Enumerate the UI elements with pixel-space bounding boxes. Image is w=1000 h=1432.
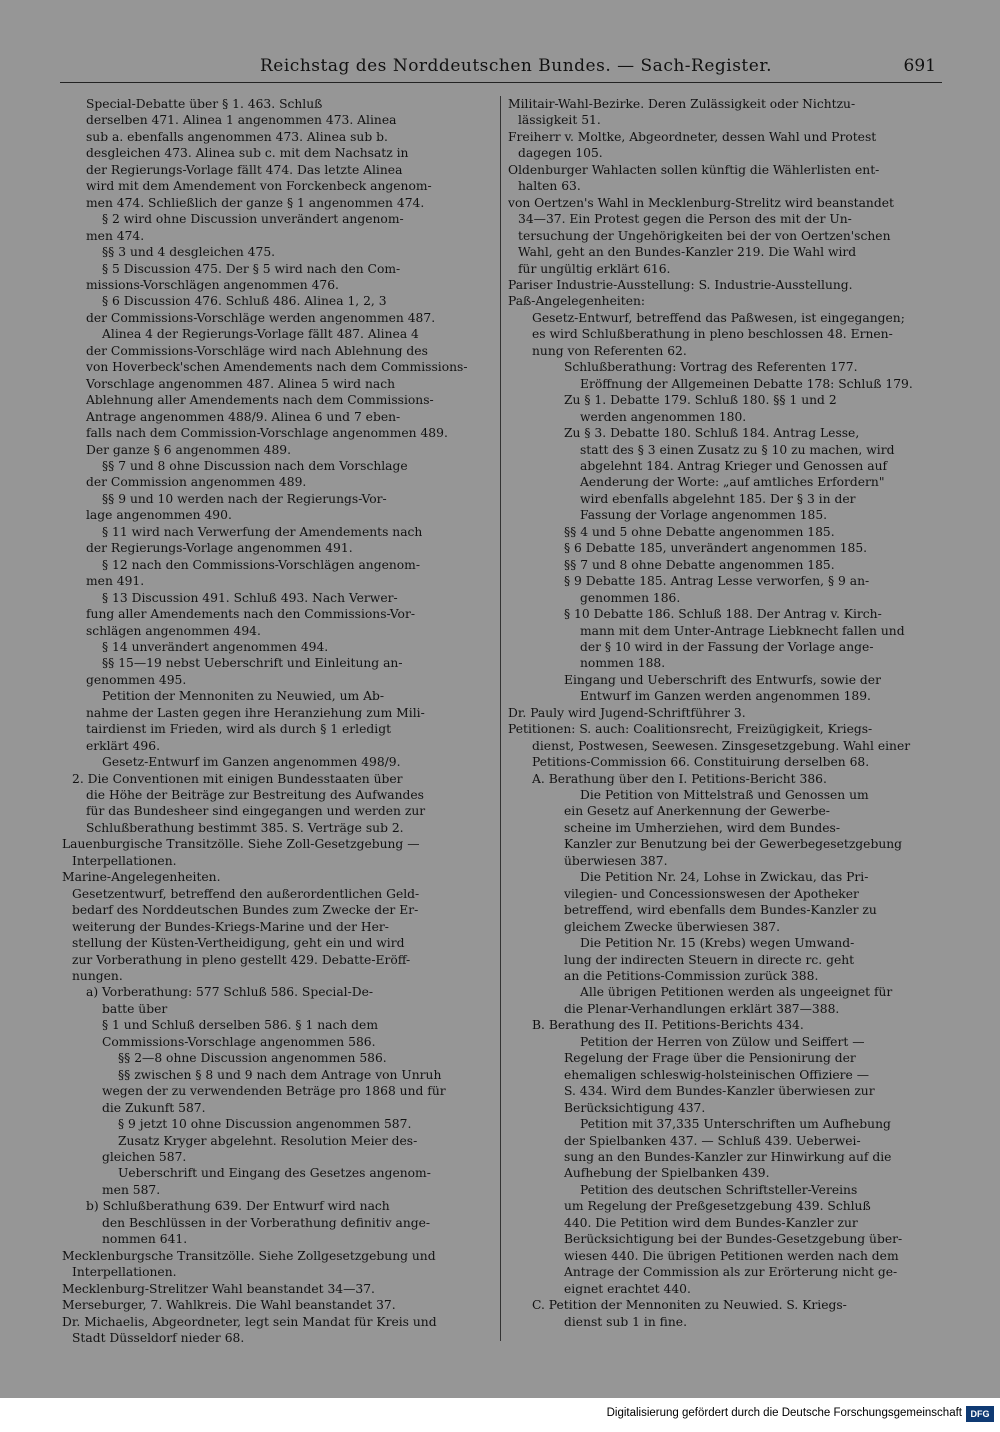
running-header [60, 52, 942, 83]
right-column-line: Freiherr v. Moltke, Abgeordneter, dessen Wahl und Protest [508, 129, 877, 144]
right-column-line: Schlußberathung: Vortrag des Referenten 177. [564, 360, 858, 375]
left-column-line: 2. Die Conventionen mit einigen Bundesstaaten über [72, 771, 403, 786]
left-column-line: genommen 495. [86, 672, 187, 687]
right-column-line: werden angenommen 180. [580, 409, 747, 424]
left-column-line: lage angenommen 490. [86, 508, 232, 523]
right-column-line: §§ 7 und 8 ohne Debatte angenommen 185. [564, 557, 835, 572]
right-column-line: Militair-Wahl-Bezirke. Deren Zulässigkeit oder Nichtzu- [508, 97, 856, 111]
right-column-line: Fassung der Vorlage angenommen 185. [580, 508, 828, 523]
right-column-line: B. Berathung des II. Petitions-Berichts 434. [532, 1018, 804, 1033]
left-column-line: Lauenburgische Transitzölle. Siehe Zoll-Gesetzgebung — [62, 837, 420, 852]
left-column-line: nungen. [72, 969, 123, 984]
left-column-line: § 12 nach den Commissions-Vorschlägen angenom- [102, 557, 421, 572]
left-column-line: §§ 7 und 8 ohne Discussion nach dem Vorschlage [102, 458, 408, 473]
left-column-line: Zusatz Kryger abgelehnt. Resolution Meier des- [118, 1133, 418, 1148]
right-column-line: Die Petition Nr. 24, Lohse in Zwickau, das Pri- [580, 870, 869, 885]
right-column-line: § 10 Debatte 186. Schluß 188. Der Antrag v. Kirch- [564, 607, 882, 622]
right-column-line: wiesen 440. Die übrigen Petitionen werden nach dem [564, 1248, 899, 1263]
right-column-line: Die Petition von Mittelstraß und Genossen um [580, 788, 869, 803]
right-column-line: § 6 Debatte 185, unverändert angenommen 185. [564, 541, 868, 556]
left-column-line: wird mit dem Amendement von Forckenbeck angenom- [86, 179, 432, 194]
right-column-line: Wahl, geht an den Bundes-Kanzler 219. Die Wahl wird [518, 245, 857, 260]
left-column-line: wegen der zu verwendenden Beträge pro 1868 und für [102, 1084, 446, 1099]
right-column-line: Alle übrigen Petitionen werden als ungeeignet für [580, 985, 893, 1000]
left-column-line: § 2 wird ohne Discussion unverändert angenom- [102, 212, 404, 227]
right-column-line: nung von Referenten 62. [532, 343, 687, 358]
left-column-line: erklärt 496. [86, 738, 160, 753]
right-column-line: § 9 Debatte 185. Antrag Lesse verworfen, § 9 an- [564, 574, 870, 589]
right-column-line: ehemaligen schleswig-holsteinischen Offiziere — [564, 1067, 870, 1082]
right-column-line: dienst, Postwesen, Seewesen. Zinsgesetzgebung. Wahl einer [532, 738, 911, 753]
right-column-line: mann mit dem Unter-Antrage Liebknecht fallen und [580, 623, 905, 638]
left-column-line: schlägen angenommen 494. [86, 623, 261, 638]
left-column-line: Merseburger, 7. Wahlkreis. Die Wahl beanstandet 37. [62, 1298, 396, 1313]
left-column-line: Gesetz-Entwurf im Ganzen angenommen 498/9. [102, 755, 401, 770]
left-column-line: Dr. Michaelis, Abgeordneter, legt sein Mandat für Kreis und [62, 1314, 437, 1329]
right-column-line: Paß-Angelegenheiten: [508, 294, 646, 309]
right-column-line: genommen 186. [580, 590, 681, 605]
left-column-line: falls nach dem Commission-Vorschlage angenommen 489. [86, 426, 448, 441]
left-column-line: § 1 und Schluß derselben 586. § 1 nach dem [102, 1018, 378, 1033]
left-column-line: § 14 unverändert angenommen 494. [102, 639, 329, 654]
right-column-line: Petition mit 37,335 Unterschriften um Aufhebung [580, 1117, 891, 1132]
right-column-line: nommen 188. [580, 656, 666, 671]
right-column-line: überwiesen 387. [564, 853, 668, 868]
left-column-line: bedarf des Norddeutschen Bundes zum Zwecke der Er- [72, 903, 419, 918]
left-column-line: Marine-Angelegenheiten. [62, 870, 221, 885]
right-column-line: Antrage der Commission als zur Erörterung nicht ge- [564, 1265, 898, 1280]
page-title: Reichstag des Norddeutschen Bundes. — Sach-Register. [260, 56, 772, 76]
left-column-line: der Commissions-Vorschläge werden angenommen 487. [86, 310, 436, 325]
left-column-line: weiterung der Bundes-Kriegs-Marine und der Her- [72, 919, 389, 934]
right-column-line: Eröffnung der Allgemeinen Debatte 178: Schluß 179. [580, 376, 913, 391]
left-column-line: den Beschlüssen in der Vorberathung definitiv ange- [102, 1215, 431, 1230]
right-column-line: Pariser Industrie-Ausstellung: S. Industrie-Ausstellung. [508, 277, 853, 292]
right-column-line: Berücksichtigung 437. [564, 1100, 706, 1115]
left-column-line: Stadt Düsseldorf nieder 68. [72, 1330, 245, 1345]
left-column-line: die Zukunft 587. [102, 1100, 206, 1115]
left-column-line: batte über [102, 1001, 168, 1016]
left-column-line: men 474. Schließlich der ganze § 1 angenommen 474. [86, 195, 425, 210]
right-column-line: lässigkeit 51. [518, 113, 601, 128]
left-column-line: Alinea 4 der Regierungs-Vorlage fällt 487. Alinea 4 [102, 327, 419, 342]
left-column-line: fung aller Amendements nach den Commissions-Vor- [86, 607, 415, 622]
left-column-line: § 13 Discussion 491. Schluß 493. Nach Verwer- [102, 590, 398, 605]
right-column-line: dienst sub 1 in fine. [564, 1314, 687, 1329]
left-column-line: men 474. [86, 228, 145, 243]
right-column-line: Oldenburger Wahlacten sollen künftig die Wählerlisten ent- [508, 162, 880, 177]
right-column-line: abgelehnt 184. Antrag Krieger und Genossen auf [580, 458, 888, 473]
right-column-line: sung an den Bundes-Kanzler zur Hinwirkung auf die [564, 1150, 892, 1164]
left-column-line: nommen 641. [102, 1232, 188, 1247]
right-column-line: Zu § 3. Debatte 180. Schluß 184. Antrag Lesse, [564, 426, 860, 441]
right-column-line: §§ 4 und 5 ohne Debatte angenommen 185. [564, 524, 835, 539]
right-column-line: für ungültig erklärt 616. [518, 261, 671, 276]
right-column-line: Zu § 1. Debatte 179. Schluß 180. §§ 1 und 2 [564, 393, 837, 408]
left-column-line: der Regierungs-Vorlage angenommen 491. [86, 541, 353, 556]
right-column-line: Petition der Herren von Zülow und Seiffert — [580, 1034, 865, 1049]
left-column-line: §§ 2—8 ohne Discussion angenommen 586. [118, 1051, 387, 1066]
footer-bar [0, 1398, 1000, 1432]
right-column [508, 96, 944, 1330]
left-column-line: Gesetzentwurf, betreffend den außerordentlichen Geld- [72, 886, 420, 901]
right-column-line: dagegen 105. [518, 146, 603, 161]
left-column-line: derselben 471. Alinea 1 angenommen 473. Alinea [86, 113, 397, 128]
left-column-line: Schlußberathung bestimmt 385. S. Verträge sub 2. [86, 820, 404, 835]
right-column-line: die Plenar-Verhandlungen erklärt 387—388. [564, 1001, 840, 1016]
left-column-line: §§ 15—19 nebst Ueberschrift und Einleitung an- [102, 656, 403, 671]
right-column-line: von Oertzen's Wahl in Mecklenburg-Strelitz wird beanstandet [508, 195, 894, 210]
right-column-line: Petition des deutschen Schriftsteller-Vereins [580, 1182, 858, 1197]
right-column-line: tersuchung der Ungehörigkeiten bei der von Oertzen'schen [518, 228, 891, 243]
page-number: 691 [903, 56, 936, 76]
right-column-line: der § 10 wird in der Fassung der Vorlage ange- [580, 639, 874, 654]
column-divider [500, 96, 501, 1341]
right-column-line: 34—37. Ein Protest gegen die Person des mit der Un- [518, 212, 852, 227]
left-column-line: Petition der Mennoniten zu Neuwied, um Ab- [102, 689, 385, 704]
left-column-line: tairdienst im Frieden, wird als durch § 1 erledigt [86, 722, 392, 737]
right-column-line: an die Petitions-Commission zurück 388. [564, 969, 819, 984]
right-column-line: scheine im Umherziehen, wird dem Bundes- [564, 820, 840, 835]
left-column-line: stellung der Küsten-Vertheidigung, geht ein und wird [72, 936, 405, 951]
left-column-line: Interpellationen. [72, 853, 177, 868]
right-column-line: um Regelung der Preßgesetzgebung 439. Schluß [564, 1199, 871, 1214]
left-column-line: §§ zwischen § 8 und 9 nach dem Antrage von Unruh [118, 1067, 442, 1082]
right-column-line: es wird Schlußberathung in pleno beschlossen 48. Ernen- [532, 327, 893, 342]
left-column-line: Mecklenburgsche Transitzölle. Siehe Zollgesetzgebung und [62, 1248, 436, 1263]
right-column-line: C. Petition der Mennoniten zu Neuwied. S. Kriegs- [532, 1298, 847, 1313]
left-column-line: b) Schlußberathung 639. Der Entwurf wird nach [86, 1199, 390, 1214]
left-column-line: der Commission angenommen 489. [86, 475, 307, 490]
left-column-line: Ueberschrift und Eingang des Gesetzes angenom- [118, 1166, 431, 1181]
right-column-line: betreffend, wird ebenfalls dem Bundes-Kanzler zu [564, 903, 877, 918]
left-column-line: Interpellationen. [72, 1265, 177, 1280]
left-column-line: § 5 Discussion 475. Der § 5 wird nach den Com- [102, 261, 401, 276]
right-column-line: Regelung der Frage über die Pensionirung der [564, 1051, 856, 1066]
funding-credit: Digitalisierung gefördert durch die Deutsche Forschungsgemeinschaft [606, 1407, 962, 1419]
left-column-line: desgleichen 473. Alinea sub c. mit dem Nachsatz in [86, 146, 409, 161]
left-column-line: § 11 wird nach Verwerfung der Amendements nach [102, 524, 423, 539]
right-column-line: gleichem Zwecke überwiesen 387. [564, 919, 781, 934]
left-column-line: men 587. [102, 1182, 161, 1197]
right-column-line: Kanzler zur Benutzung bei der Gewerbegesetzgebung [564, 837, 903, 852]
right-column-line: halten 63. [518, 179, 581, 194]
right-column-line: Gesetz-Entwurf, betreffend das Paßwesen, ist eingegangen; [532, 310, 905, 325]
left-column-line: § 6 Discussion 476. Schluß 486. Alinea 1, 2, 3 [102, 294, 387, 309]
left-column-line: Antrage angenommen 488/9. Alinea 6 und 7 eben- [86, 409, 401, 424]
left-column-line: Mecklenburg-Strelitzer Wahl beanstandet 34—37. [62, 1281, 375, 1296]
left-column-line: für das Bundesheer sind eingegangen und werden zur [86, 804, 426, 819]
left-column-line: zur Vorberathung in pleno gestellt 429. Debatte-Eröff- [72, 952, 411, 967]
right-column-line: lung der indirecten Steuern in directe rc. geht [564, 952, 855, 967]
right-column-line: eignet erachtet 440. [564, 1281, 691, 1296]
left-column-line: Der ganze § 6 angenommen 489. [86, 442, 292, 457]
left-column-line: gleichen 587. [102, 1150, 187, 1164]
left-column-line: Commissions-Vorschlage angenommen 586. [102, 1034, 376, 1049]
right-column-line: Berücksichtigung bei der Bundes-Gesetzgebung über- [564, 1232, 903, 1247]
left-column-line: men 491. [86, 574, 145, 589]
left-column-line: von Hoverbeck'schen Amendements nach dem Commissions- [86, 360, 468, 375]
left-column-line: §§ 9 und 10 werden nach der Regierungs-Vor- [102, 491, 387, 506]
right-column-line: der Spielbanken 437. — Schluß 439. Ueberwei- [564, 1133, 861, 1148]
left-column-line: a) Vorberathung: 577 Schluß 586. Special-De- [86, 985, 374, 1000]
right-column-line: ein Gesetz auf Anerkennung der Gewerbe- [564, 804, 830, 819]
right-column-line: Aenderung der Worte: „auf amtliches Erfordern" [580, 475, 885, 490]
left-column-line: missions-Vorschlägen angenommen 476. [86, 277, 339, 292]
left-column-line: Special-Debatte über § 1. 463. Schluß [86, 97, 323, 111]
right-column-line: statt des § 3 einen Zusatz zu § 10 zu machen, wird [580, 442, 895, 457]
right-column-line: Eingang und Ueberschrift des Entwurfs, sowie der [564, 672, 881, 687]
right-column-line: Die Petition Nr. 15 (Krebs) wegen Umwand- [580, 936, 855, 951]
right-column-line: Petitionen: S. auch: Coalitionsrecht, Freizügigkeit, Kriegs- [508, 722, 873, 737]
right-column-line: S. 434. Wird dem Bundes-Kanzler überwiesen zur [564, 1084, 875, 1099]
right-column-line: Entwurf im Ganzen werden angenommen 189. [580, 689, 871, 704]
right-column-line: Petitions-Commission 66. Constituirung derselben 68. [532, 755, 870, 770]
left-column-line: der Commissions-Vorschläge wird nach Ablehnung des [86, 343, 428, 358]
right-column-line: wird ebenfalls abgelehnt 185. Der § 3 in der [580, 491, 856, 506]
dfg-logo: DFG [966, 1406, 994, 1422]
left-column-line: die Höhe der Beiträge zur Bestreitung des Aufwandes [86, 788, 424, 803]
left-column-line: § 9 jetzt 10 ohne Discussion angenommen 587. [118, 1117, 412, 1132]
right-column-line: Dr. Pauly wird Jugend-Schriftführer 3. [508, 705, 746, 720]
left-column-line: nahme der Lasten gegen ihre Heranziehung zum Mili- [86, 705, 425, 720]
right-column-line: vilegien- und Concessionswesen der Apotheker [564, 886, 859, 901]
left-column-line: §§ 3 und 4 desgleichen 475. [102, 245, 276, 260]
left-column-line: Vorschlage angenommen 487. Alinea 5 wird nach [86, 376, 396, 391]
left-column [62, 96, 498, 1346]
right-column-line: 440. Die Petition wird dem Bundes-Kanzler zur [564, 1215, 858, 1230]
right-column-line: A. Berathung über den I. Petitions-Bericht 386. [532, 771, 827, 786]
right-column-line: Aufhebung der Spielbanken 439. [564, 1166, 770, 1181]
left-column-line: der Regierungs-Vorlage fällt 474. Das letzte Alinea [86, 162, 403, 177]
left-column-line: Ablehnung aller Amendements nach dem Commissions- [86, 393, 434, 408]
left-column-line: sub a. ebenfalls angenommen 473. Alinea sub b. [86, 129, 388, 144]
